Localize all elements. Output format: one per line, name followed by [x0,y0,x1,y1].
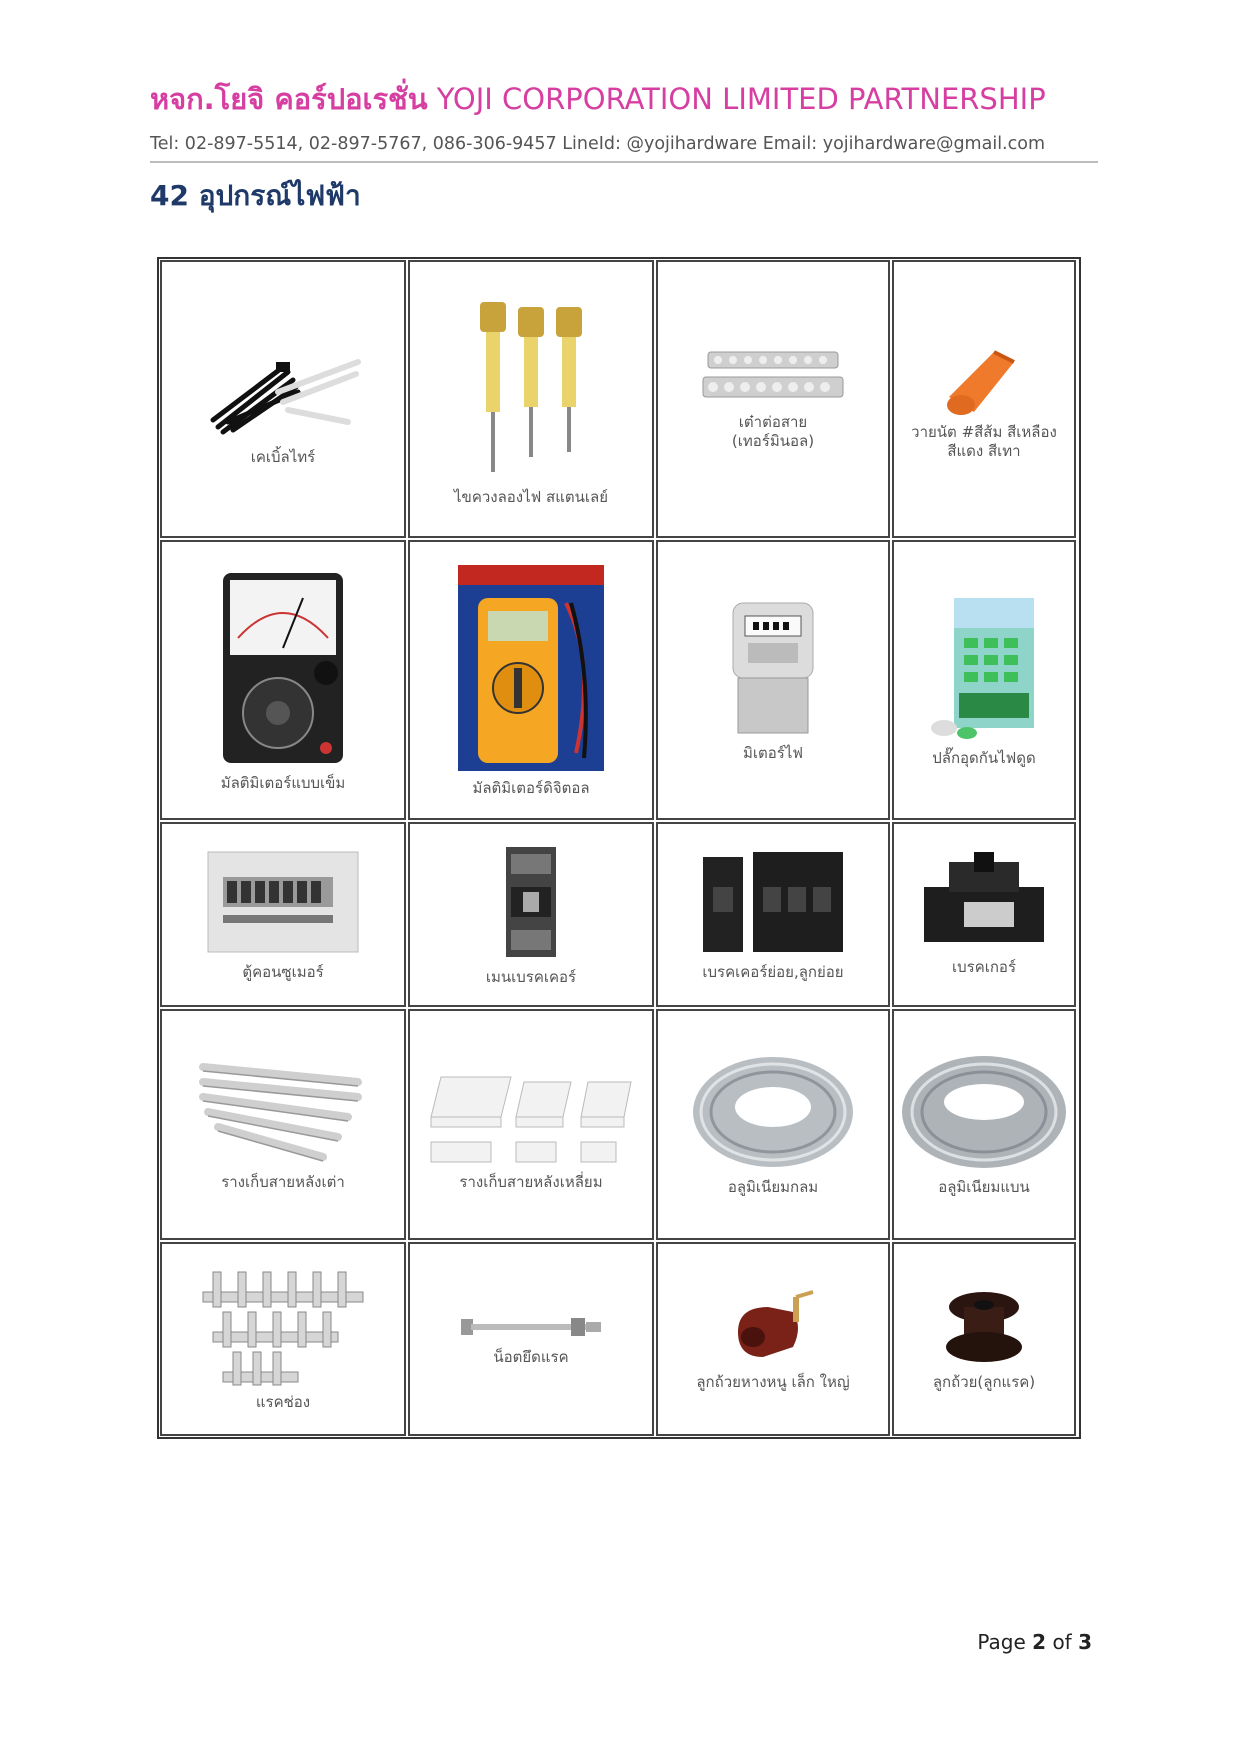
product-label: รางเก็บสายหลังเหลี่ยม [459,1173,603,1191]
product-cell [656,1242,890,1436]
product-row [159,539,1079,821]
product-row [159,1241,1079,1437]
aluminium-flat-wire-icon [899,1052,1069,1172]
cable-ties-icon [198,332,368,442]
section-title: 42 อุปกรณ์ไฟฟ้า [150,179,361,212]
product-cell [656,540,890,820]
product-label: มิเตอร์ไฟ [743,743,803,762]
product-cell [408,822,654,1007]
product-label: วายนัต #สีส้ม สีเหลือง สีแดง สีเทา [911,423,1057,460]
product-cell [892,1242,1076,1436]
product-grid [157,257,1081,1439]
product-label: ตู้คอนซูเมอร์ [242,963,324,981]
cable-trunking-square-icon [426,1057,636,1167]
page-number [977,1630,1092,1654]
product-cell [160,822,406,1007]
aluminium-round-wire-icon [688,1052,858,1172]
product-label: ลูกถ้วยหางหนู เล็ก ใหญ่ [696,1372,850,1391]
product-label: เบรคเกอร์ [951,958,1016,976]
rack-bolt-icon [456,1312,606,1342]
product-label: ปลั๊กอุดกันไฟดูด [932,748,1036,767]
analog-multimeter-icon [218,568,348,768]
terminal-block-icon [698,347,848,407]
product-cell [892,1009,1076,1240]
product-label: มัลติมิเตอร์แบบเข็ม [220,773,346,792]
product-cell [656,1009,890,1240]
product-cell [160,260,406,538]
product-label: เต๋าต่อสาย (เทอร์มินอล) [731,413,815,450]
product-label: รางเก็บสายหลังเต่า [221,1173,345,1191]
product-cell [656,822,890,1007]
spool-insulator-icon [939,1287,1029,1367]
contact-info: Tel: 02-897-5514, 02-897-5767, 086-306-9457 LineId: @yojihardware Email: yojihardware@gmail.com [150,134,1045,154]
main-breaker-icon [501,842,561,962]
product-cell [160,1009,406,1240]
product-cell [656,260,890,538]
product-label: ไขควงลองไฟ สแตนเลย์ [454,487,608,506]
product-cell [160,540,406,820]
product-cell [892,822,1076,1007]
product-cell [408,540,654,820]
product-cell [408,260,654,538]
total-pages: 3 [1078,1630,1092,1654]
page-word: Page [977,1630,1026,1654]
current-page: 2 [1032,1630,1047,1654]
electric-meter-icon [723,598,823,738]
product-label: เบรคเคอร์ย่อย,ลูกย่อย [702,963,844,981]
product-label: แรคช่อง [255,1392,311,1411]
product-label: ลูกถ้วย(ลูกแรค) [932,1372,1036,1391]
rack-icon [198,1267,368,1387]
product-label: น็อตยึดแรค [493,1347,569,1366]
wire-nut-icon [939,337,1029,417]
product-cell [892,540,1076,820]
digital-multimeter-icon [456,563,606,773]
product-label: เคเบิ้ลไทร์ [250,447,316,466]
company-name-thai: หจก.โยจิ คอร์ปอเรชั่น [150,82,428,116]
outlet-cover-icon [929,593,1039,743]
product-cell [892,260,1076,538]
product-cell [408,1009,654,1240]
product-row [159,259,1079,539]
test-screwdriver-icon [466,292,596,482]
product-label: มัลติมิเตอร์ดิจิตอล [472,778,590,797]
product-row [159,1008,1079,1241]
pig-tail-insulator-icon [723,1287,823,1367]
product-cell [160,1242,406,1436]
product-label: เมนเบรคเคอร์ [485,968,577,986]
product-label: อลูมิเนียมกลม [727,1178,819,1196]
company-name-english: YOJI CORPORATION LIMITED PARTNERSHIP [436,82,1046,116]
breaker-icon [919,852,1049,952]
product-label: อลูมิเนียมแบน [938,1178,1030,1196]
product-row [159,821,1079,1008]
consumer-unit-icon [203,847,363,957]
company-name [150,76,1046,122]
header-divider [150,161,1098,163]
sub-breaker-icon [698,847,848,957]
cable-trunking-round-icon [198,1057,368,1167]
product-cell [408,1242,654,1436]
of-word: of [1052,1630,1072,1654]
